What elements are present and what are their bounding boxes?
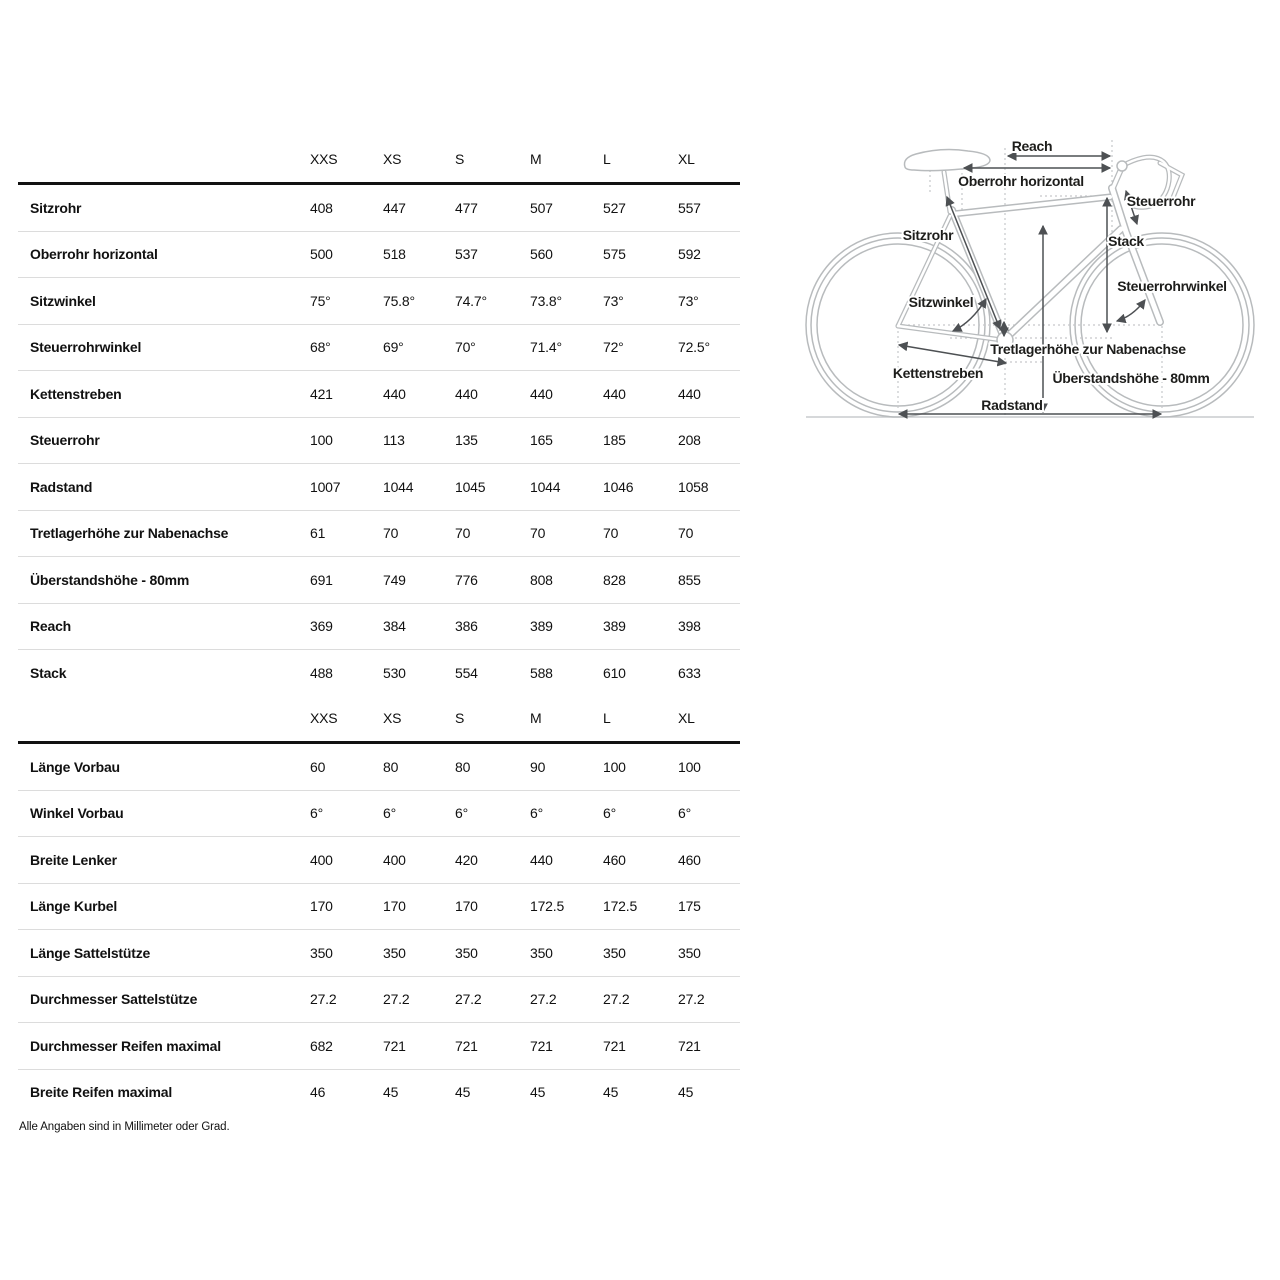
cell-value-xs: 749 [383, 571, 406, 588]
size-column-header-m: M [530, 710, 542, 726]
diagram-label-sitzwinkel: Sitzwinkel [908, 294, 974, 310]
cell-value-xl: 45 [678, 1084, 694, 1101]
cell-value-s: 1045 [455, 478, 486, 495]
cell-value-xl: 27.2 [678, 991, 705, 1008]
cell-value-m: 172.5 [530, 898, 565, 915]
cell-value-xl: 592 [678, 246, 701, 263]
row-label: Tretlagerhöhe zur Nabenachse [30, 525, 229, 542]
size-column-header-s: S [455, 150, 465, 167]
row-label: Oberrohr horizontal [30, 246, 158, 263]
cell-value-l: 389 [603, 618, 626, 635]
cell-value-s: 6° [455, 805, 468, 822]
cell-value-l: 172.5 [603, 898, 638, 915]
size-column-header-l: L [603, 150, 611, 167]
cell-value-xs: 27.2 [383, 991, 410, 1008]
cell-value-m: 27.2 [530, 991, 557, 1008]
cell-value-m: 588 [530, 664, 553, 681]
diagram-label-kettenstreben: Kettenstreben [892, 365, 984, 381]
diagram-label-radstand: Radstand [981, 397, 1043, 413]
cell-value-xxs: 691 [310, 571, 333, 588]
cell-value-xl: 100 [678, 758, 701, 775]
cell-value-xl: 398 [678, 618, 701, 635]
size-column-header-xxs: XXS [310, 150, 338, 167]
cell-value-xxs: 46 [310, 1084, 326, 1101]
cell-value-xs: 80 [383, 758, 399, 775]
row-label: Sitzrohr [30, 199, 82, 216]
cell-value-xs: 1044 [383, 478, 414, 495]
components-table [18, 695, 740, 1115]
cell-value-xl: 208 [678, 432, 701, 449]
row-label: Winkel Vorbau [30, 805, 124, 822]
diagram-label-ueberstandshoehe: Überstandshöhe - 80mm [1052, 370, 1210, 386]
row-label: Breite Reifen maximal [30, 1084, 173, 1101]
size-column-header-xs: XS [383, 710, 402, 726]
diagram-label-stack: Stack [1108, 233, 1144, 249]
cell-value-l: 1046 [603, 478, 634, 495]
cell-value-m: 440 [530, 851, 553, 868]
cell-value-l: 100 [603, 758, 626, 775]
row-label: Länge Kurbel [30, 898, 118, 915]
cell-value-xl: 721 [678, 1037, 701, 1054]
cell-value-xs: 447 [383, 199, 406, 216]
diagram-label-steuerrohrwinkel: Steuerrohrwinkel [1117, 278, 1227, 294]
cell-value-xxs: 400 [310, 851, 333, 868]
cell-value-xl: 633 [678, 664, 701, 681]
row-label: Sitzwinkel [30, 292, 96, 309]
cell-value-xl: 1058 [678, 478, 709, 495]
cell-value-s: 721 [455, 1037, 478, 1054]
row-label: Länge Sattelstütze [30, 944, 151, 961]
cell-value-xxs: 68° [310, 339, 331, 356]
cell-value-xxs: 500 [310, 246, 333, 263]
cell-value-m: 808 [530, 571, 553, 588]
row-label: Steuerrohrwinkel [30, 339, 142, 356]
table-row [18, 464, 740, 511]
size-column-header-l: L [603, 710, 611, 726]
row-label: Steuerrohr [30, 432, 100, 449]
cell-value-m: 389 [530, 618, 553, 635]
units-footnote: Alle Angaben sind in Millimeter oder Grad. [19, 1121, 230, 1133]
cell-value-xl: 440 [678, 385, 701, 402]
cell-value-m: 70 [530, 525, 546, 542]
diagram-label-reach: Reach [1011, 138, 1053, 154]
cell-value-s: 776 [455, 571, 478, 588]
cell-value-s: 477 [455, 199, 478, 216]
cell-value-xxs: 6° [310, 805, 323, 822]
cell-value-xs: 440 [383, 385, 406, 402]
cell-value-l: 460 [603, 851, 626, 868]
cell-value-l: 440 [603, 385, 626, 402]
cell-value-l: 610 [603, 664, 626, 681]
cell-value-xxs: 350 [310, 944, 333, 961]
cell-value-l: 73° [603, 292, 624, 309]
cell-value-xxs: 369 [310, 618, 333, 635]
cell-value-s: 554 [455, 664, 478, 681]
cell-value-xxs: 27.2 [310, 991, 337, 1008]
cell-value-s: 70 [455, 525, 471, 542]
cell-value-xxs: 60 [310, 758, 326, 775]
table-row [18, 930, 740, 977]
cell-value-xxs: 170 [310, 898, 333, 915]
cell-value-l: 185 [603, 432, 626, 449]
table-row [18, 232, 740, 279]
size-column-header-s: S [455, 710, 465, 726]
table-row [18, 791, 740, 838]
geometry-table [18, 135, 740, 696]
cell-value-s: 80 [455, 758, 471, 775]
cell-value-l: 575 [603, 246, 626, 263]
row-label: Breite Lenker [30, 851, 117, 868]
cell-value-m: 440 [530, 385, 553, 402]
cell-value-s: 27.2 [455, 991, 482, 1008]
table-row [18, 1023, 740, 1070]
row-label: Länge Vorbau [30, 758, 120, 775]
cell-value-m: 721 [530, 1037, 553, 1054]
size-column-header-xs: XS [383, 150, 402, 167]
row-label: Kettenstreben [30, 385, 122, 402]
cell-value-s: 537 [455, 246, 478, 263]
cell-value-s: 386 [455, 618, 478, 635]
steuerrohrwinkel-angle-arrow [1117, 300, 1145, 321]
cell-value-xl: 350 [678, 944, 701, 961]
table-row [18, 418, 740, 465]
cell-value-l: 6° [603, 805, 616, 822]
table-row [18, 278, 740, 325]
cell-value-l: 527 [603, 199, 626, 216]
cell-value-xxs: 61 [310, 525, 326, 542]
table-row [18, 1070, 740, 1116]
cell-value-xl: 175 [678, 898, 701, 915]
diagram-label-oberrohr: Oberrohr horizontal [958, 173, 1084, 189]
table-row [18, 744, 740, 791]
cell-value-xs: 75.8° [383, 292, 415, 309]
size-column-header-xl: XL [678, 150, 695, 167]
cell-value-xs: 350 [383, 944, 406, 961]
table-row [18, 185, 740, 232]
geometry-table-body [18, 185, 740, 696]
cell-value-m: 560 [530, 246, 553, 263]
table-row [18, 511, 740, 558]
cell-value-s: 350 [455, 944, 478, 961]
cell-value-xs: 384 [383, 618, 406, 635]
table-row [18, 604, 740, 651]
cell-value-m: 45 [530, 1084, 546, 1101]
row-label: Durchmesser Reifen maximal [30, 1037, 221, 1054]
cell-value-s: 170 [455, 898, 478, 915]
cell-value-xs: 400 [383, 851, 406, 868]
row-label: Durchmesser Sattelstütze [30, 991, 198, 1008]
cell-value-l: 350 [603, 944, 626, 961]
cell-value-xxs: 100 [310, 432, 333, 449]
diagram-label-steuerrohr: Steuerrohr [1126, 193, 1196, 209]
cell-value-l: 828 [603, 571, 626, 588]
cell-value-m: 90 [530, 758, 546, 775]
table-row [18, 371, 740, 418]
cell-value-xxs: 682 [310, 1037, 333, 1054]
handlebar-clamp [1117, 161, 1127, 171]
cell-value-xl: 72.5° [678, 339, 710, 356]
cell-value-s: 74.7° [455, 292, 487, 309]
cell-value-m: 73.8° [530, 292, 562, 309]
cell-value-s: 45 [455, 1084, 471, 1101]
size-column-header-xl: XL [678, 710, 695, 726]
row-label: Stack [30, 664, 67, 681]
table-row [18, 884, 740, 931]
components-size-header-row [18, 695, 740, 744]
cell-value-xs: 70 [383, 525, 399, 542]
cell-value-xxs: 421 [310, 385, 333, 402]
cell-value-xs: 113 [383, 432, 405, 449]
row-label: Überstandshöhe - 80mm [30, 571, 190, 588]
cell-value-s: 70° [455, 339, 476, 356]
row-label: Reach [30, 618, 72, 635]
bike-geometry-diagram [790, 125, 1260, 435]
table-row [18, 650, 740, 696]
cell-value-xs: 69° [383, 339, 404, 356]
cell-value-xs: 518 [383, 246, 406, 263]
cell-value-xl: 557 [678, 199, 701, 216]
cell-value-s: 135 [455, 432, 478, 449]
cell-value-xxs: 1007 [310, 478, 341, 495]
cell-value-l: 72° [603, 339, 624, 356]
size-column-header-xxs: XXS [310, 710, 338, 726]
table-row [18, 837, 740, 884]
cell-value-xs: 45 [383, 1084, 399, 1101]
cell-value-xxs: 408 [310, 199, 333, 216]
row-label: Radstand [30, 478, 93, 495]
cell-value-l: 721 [603, 1037, 626, 1054]
cell-value-s: 440 [455, 385, 478, 402]
cell-value-xl: 460 [678, 851, 701, 868]
cell-value-xxs: 488 [310, 664, 333, 681]
cell-value-xl: 70 [678, 525, 694, 542]
cell-value-xs: 170 [383, 898, 406, 915]
cell-value-xs: 721 [383, 1037, 406, 1054]
cell-value-xs: 6° [383, 805, 396, 822]
diagram-label-sitzrohr: Sitzrohr [902, 227, 954, 243]
cell-value-xl: 855 [678, 571, 701, 588]
cell-value-m: 165 [530, 432, 553, 449]
table-row [18, 557, 740, 604]
cell-value-xl: 6° [678, 805, 691, 822]
cell-value-m: 6° [530, 805, 543, 822]
components-table-body [18, 744, 740, 1115]
table-row [18, 325, 740, 372]
cell-value-l: 27.2 [603, 991, 630, 1008]
cell-value-m: 507 [530, 199, 553, 216]
cell-value-xs: 530 [383, 664, 406, 681]
cell-value-l: 70 [603, 525, 619, 542]
table-row [18, 977, 740, 1024]
cell-value-s: 420 [455, 851, 478, 868]
cell-value-l: 45 [603, 1084, 619, 1101]
cell-value-m: 350 [530, 944, 553, 961]
cell-value-m: 71.4° [530, 339, 562, 356]
cell-value-m: 1044 [530, 478, 561, 495]
diagram-label-tretlagerhoehe: Tretlagerhöhe zur Nabenachse [990, 341, 1186, 357]
cell-value-xxs: 75° [310, 292, 331, 309]
size-column-header-m: M [530, 150, 542, 167]
geometry-size-header-row [18, 135, 740, 185]
cell-value-xl: 73° [678, 292, 699, 309]
